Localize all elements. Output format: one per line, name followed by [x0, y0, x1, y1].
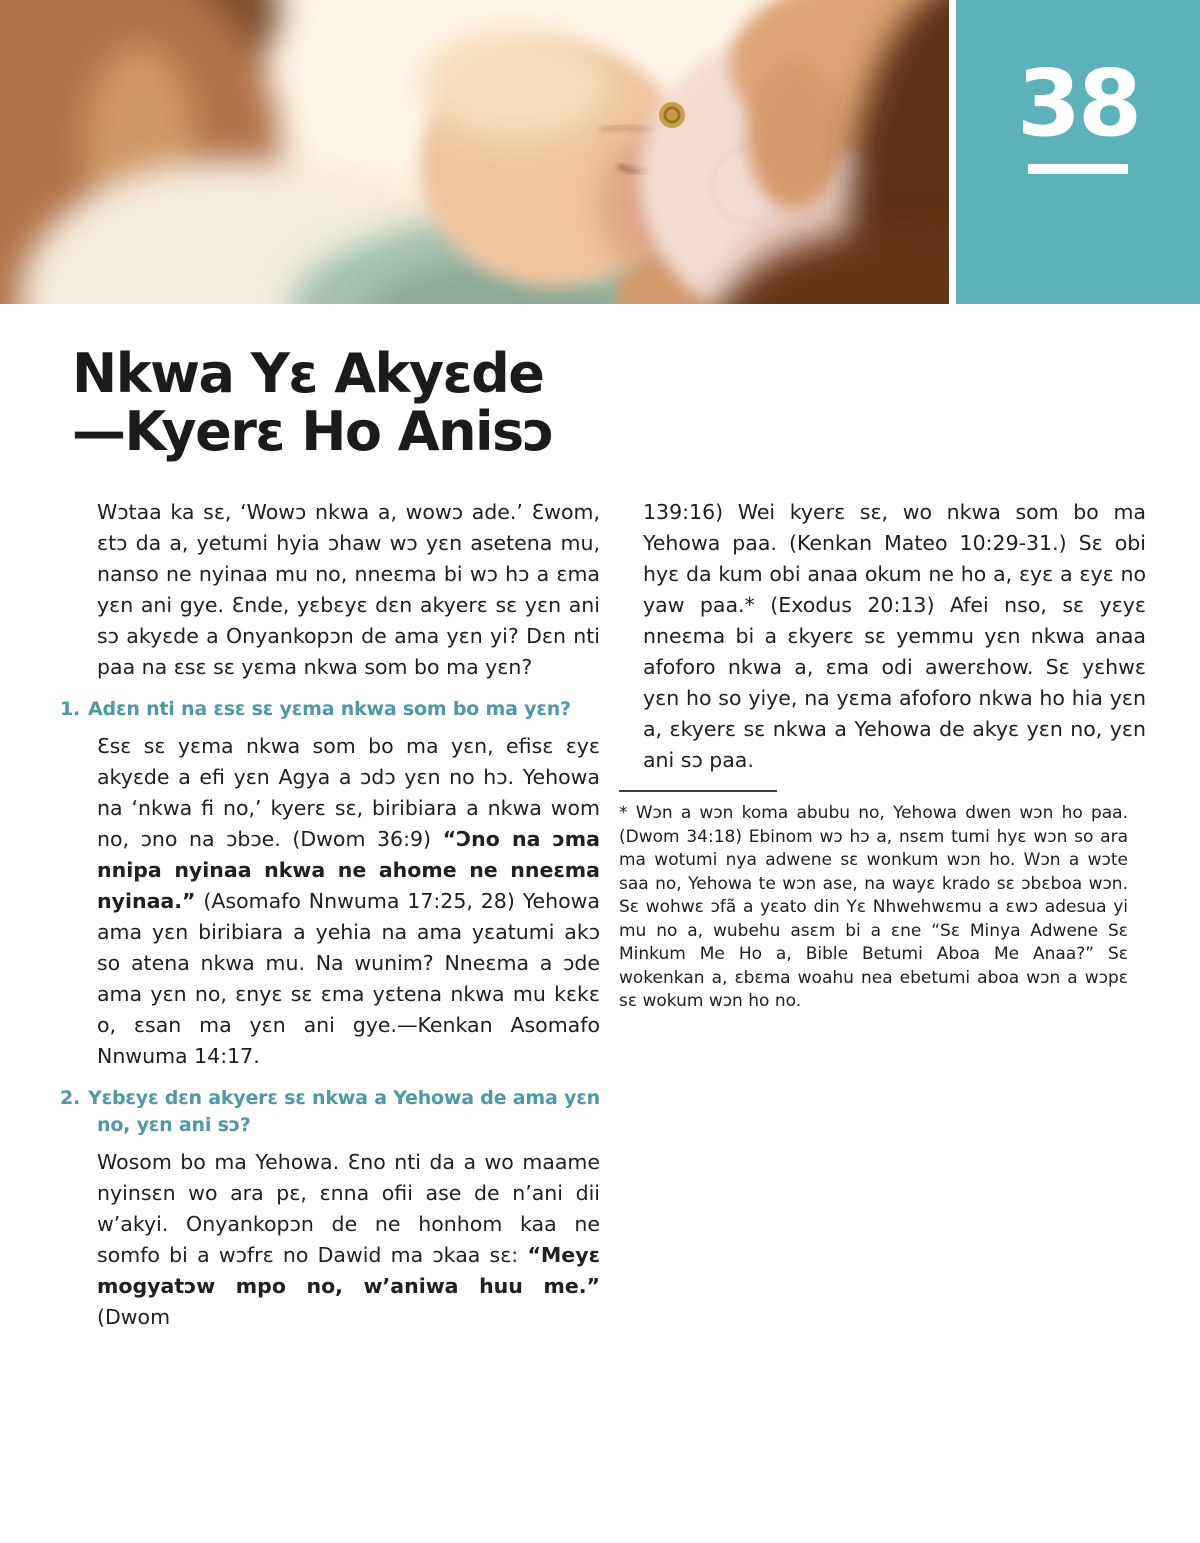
text-segment: (Dwom — [97, 1305, 171, 1329]
lesson-number-box — [956, 0, 1200, 304]
text-segment: (Asomafo Nnwuma 17:25, 28) Yehowa ama yɛn biribiara a yehia na ama yɛatumi akɔ so atena nkwa mu. Na wunim? Nneɛma a ɔde ama yɛn no, ɛnyɛ sɛ ɛma yɛtena nkwa mu kɛkɛ o, ɛsan ma yɛn ani gye.—Kenkan Asomafo Nnwuma 14:17. — [97, 889, 600, 1068]
question-1-paragraph — [97, 731, 600, 1072]
lesson-number-underline — [1028, 164, 1128, 174]
question-1-number: 1. — [60, 698, 81, 720]
baby-photo-illustration — [0, 0, 949, 304]
question-2-paragraph — [97, 1147, 600, 1333]
text-segment: Wɔtaa ka sɛ, ‘Wowɔ nkwa a, wowɔ ade.’ Ɛwom, ɛtɔ da a, yetumi hyia ɔhaw wɔ yɛn asetena mu, nanso ne nyinaa mu no, nneɛma bi wɔ hɔ a ɛma yɛn ani gye. Ɛnde, yɛbɛyɛ dɛn akyerɛ sɛ yɛn ani sɔ akyɛde a Onyankopɔn de ama yɛn yi? Dɛn nti paa na ɛsɛ sɛ yɛma nkwa som bo ma yɛn? — [97, 500, 600, 679]
continuation-paragraph — [643, 497, 1146, 776]
title-line-2: —Kyerɛ Ho Anisɔ — [72, 400, 554, 463]
footnote — [619, 802, 1128, 1014]
hero-photo — [0, 0, 949, 304]
title-line-1: Nkwa Yɛ Akyɛde — [72, 342, 544, 405]
page-title — [72, 342, 554, 463]
text-segment: * Wɔn a wɔn koma abubu no, Yehowa dwen wɔn ho paa. (Dwom 34:18) Ebinom wɔ hɔ a, nsɛm tumi hyɛ wɔn so ara ma wotumi nya adwene sɛ wonkum wɔn ho. Wɔn a wɔte saa no, Yehowa te wɔn ase, na wayɛ krado sɛ ɔbɛboa wɔn. Sɛ wohwɛ ɔfã a yɛato din Yɛ Nhwehwɛmu a ɛwɔ adesua yi mu no a, wubehu asɛm bi a ɛne “Sɛ Minya Adwene Sɛ Minkum Me Ho a, Bible Betumi Aboa Me Anaa?” Sɛ wokenkan a, ɛbɛma woahu nea ebetumi aboa wɔn a wɔpɛ sɛ wokum wɔn ho no. — [619, 803, 1128, 1011]
question-1-text: Adɛn nti na ɛsɛ sɛ yɛma nkwa som bo ma yɛn? — [88, 698, 571, 720]
question-2-number: 2. — [60, 1087, 81, 1109]
bold-scripture-quote: “Ɔno na ɔma nnipa nyinaa nkwa ne ahome ne nneɛma nyinaa.” — [97, 827, 600, 913]
lesson-number: 38 — [1016, 50, 1140, 157]
text-segment: 139:16) Wei kyerɛ sɛ, wo nkwa som bo ma Yehowa paa. (Kenkan Mateo 10:29-31.) Sɛ obi hyɛ da kum obi anaa okum ne ho a, ɛyɛ a ɛyɛ no yaw paa.* (Exodus 20:13) Afei nso, sɛ yɛyɛ nneɛma bi a ɛkyerɛ sɛ yemmu yɛn nkwa anaa afoforo nkwa a, ɛma odi awerɛhow. Sɛ yɛhwɛ yɛn ho so yiye, na yɛma afoforo nkwa ho hia yɛn a, ɛkyerɛ sɛ nkwa a Yehowa de akyɛ yɛn no, yɛn ani sɔ paa. — [643, 500, 1146, 772]
text-segment: Wosom bo ma Yehowa. Ɛno nti da a wo maame nyinsɛn wo ara pɛ, ɛnna ofii ase de n’ani dii w’akyi. Onyankopɔn de ne honhom kaa ne somfo bi a wɔfrɛ no Dawid ma ɔkaa sɛ: — [97, 1150, 600, 1267]
question-2-text: Yɛbɛyɛ dɛn akyerɛ sɛ nkwa a Yehowa de ama yɛn no, yɛn ani sɔ? — [88, 1087, 600, 1136]
question-2-heading — [60, 1085, 600, 1139]
right-column — [606, 497, 1146, 1014]
question-1-heading — [60, 696, 600, 723]
left-column — [60, 497, 600, 1333]
footnote-divider — [619, 790, 777, 792]
intro-paragraph — [97, 497, 600, 683]
bold-scripture-quote: “Meyɛ mogyatɔw mpo no, w’aniwa huu me.” — [97, 1243, 600, 1298]
text-segment: Ɛsɛ sɛ yɛma nkwa som bo ma yɛn, efisɛ ɛyɛ akyɛde a efi yɛn Agya a ɔdɔ yɛn no hɔ. Yehowa na ‘nkwa fi no,’ kyerɛ sɛ, biribiara a nkwa wom no, ɔno na ɔbɔe. (Dwom 36:9) — [97, 734, 600, 851]
